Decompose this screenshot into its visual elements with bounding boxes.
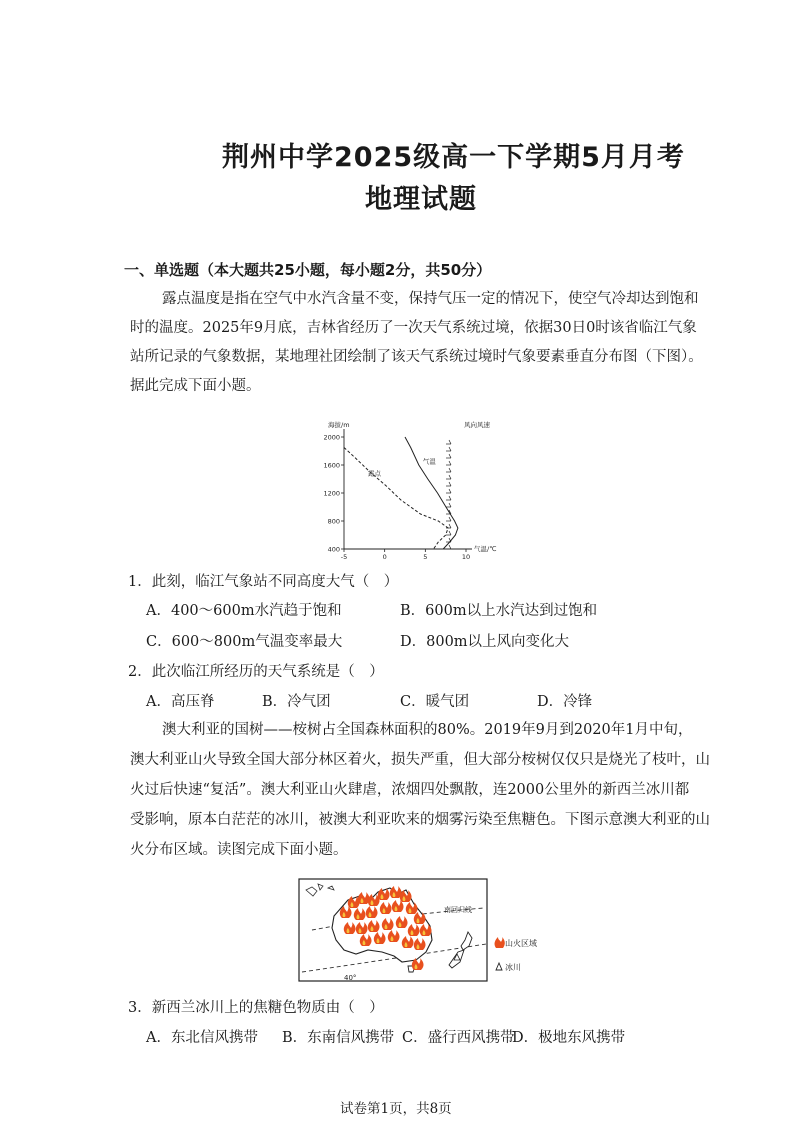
australia-fire-map [298,878,548,982]
wind-barb-tick [449,440,451,444]
glacier-legend-icon [496,963,502,970]
tropic-label: 南回归线 [444,906,472,914]
wind-barb-tick [449,482,451,486]
passage1-line: 时的温度。2025年9月底，吉林省经历了一次天气系统过境，依据30日0时该省临江气象 [130,320,697,336]
exam-title: 荆州中学2025级高一下学期5月月考 [222,142,685,173]
question-3-stem: 3．新西兰冰川上的焦糖色物质由（ ） [128,1000,384,1016]
question-3-option-c[interactable]: C．盛行西风携带 [402,1030,515,1046]
passage1-line: 据此完成下面小题。 [130,378,261,394]
passage2-line: 火分布区域。读图完成下面小题。 [130,842,348,858]
wind-barb-tick [449,524,451,528]
latitude-40-label: 40° [344,974,357,982]
temperature-series-label: 气温 [422,457,436,466]
legend-glacier [496,962,521,972]
page-footer: 试卷第1页，共8页 [340,1101,452,1117]
question-3-option-b[interactable]: B．东南信风携带 [282,1030,395,1046]
question-1-option-d[interactable]: D．800m以上风向变化大 [400,634,570,650]
wind-barb-tick [449,517,451,521]
x-tick-label: 10 [461,553,471,560]
passage2-line: 澳大利亚的国树——桉树占全国森林面积的80%。2019年9月到2020年1月中旬， [162,722,693,738]
wind-barb-tick [449,475,451,479]
wind-barb-tick [449,454,451,458]
x-axis-label: 气温/℃ [474,545,497,553]
section-heading: 一、单选题（本大题共25小题，每小题2分，共50分） [124,261,492,279]
question-1-option-c[interactable]: C．600～800m气温变率最大 [146,634,343,650]
wind-barb-tick [449,503,451,507]
y-axis-label: 海拔/m [328,421,350,429]
x-tick-label: -5 [340,553,348,560]
wind-barb-tick [449,531,451,535]
wind-barb-tick [449,461,451,465]
y-tick-label: 400 [327,545,340,554]
passage1-line: 露点温度是指在空气中水汽含量不变，保持气压一定的情况下，使空气冷却达到饱和 [162,291,699,307]
vertical-profile-chart [318,415,508,560]
y-tick-label: 2000 [323,433,340,442]
question-3-option-d[interactable]: D．极地东风携带 [512,1030,626,1046]
y-tick-label: 1200 [323,489,340,498]
legend-glacier-label: 冰川 [505,963,521,972]
legend-fire-label: 山火区域 [505,939,537,948]
x-tick-label: 0 [382,553,387,560]
question-1-option-a[interactable]: A．400～600m水汽趋于饱和 [146,603,342,619]
y-tick-label: 1600 [323,461,340,470]
question-2-stem: 2．此次临江所经历的天气系统是（ ） [128,664,384,680]
passage2-line: 澳大利亚山火导致全国大部分林区着火，损失严重，但大部分桉树仅仅只是烧光了枝叶，山 [130,752,710,768]
wind-barb-tick [449,545,451,549]
question-1-option-b[interactable]: B．600m以上水汽达到过饱和 [400,603,598,619]
question-2-option-c[interactable]: C．暖气团 [400,694,470,710]
question-1-stem: 1．此刻，临江气象站不同高度大气（ ） [128,574,399,590]
question-2-option-b[interactable]: B．冷气团 [262,694,331,710]
legend-fire [495,937,537,948]
dewpoint-series-label: 露点 [368,469,382,478]
passage2-line: 火过后快速“复活”。澳大利亚山火肆虐，浓烟四处飘散，连2000公里外的新西兰冰川都 [130,782,690,798]
passage2-line: 受影响，原本白茫茫的冰川，被澳大利亚吹来的烟雾污染至焦糖色。下图示意澳大利亚的山 [130,812,710,828]
question-2-option-d[interactable]: D．冷锋 [537,694,593,710]
y-tick-label: 800 [327,517,340,526]
wind-barb-tick [449,447,451,451]
question-2-option-a[interactable]: A．高压脊 [146,694,215,710]
wind-barb-tick [449,496,451,500]
fire-legend-icon [495,937,505,948]
wind-barb-tick [449,489,451,493]
wind-label: 风向风速 [464,421,490,429]
exam-subtitle: 地理试题 [365,184,477,215]
question-3-option-a[interactable]: A．东北信风携带 [146,1030,258,1046]
passage1-line: 站所记录的气象数据，某地理社团绘制了该天气系统过境时气象要素垂直分布图（下图）。 [130,349,703,365]
wind-barb-tick [449,468,451,472]
x-tick-label: 5 [423,553,428,560]
